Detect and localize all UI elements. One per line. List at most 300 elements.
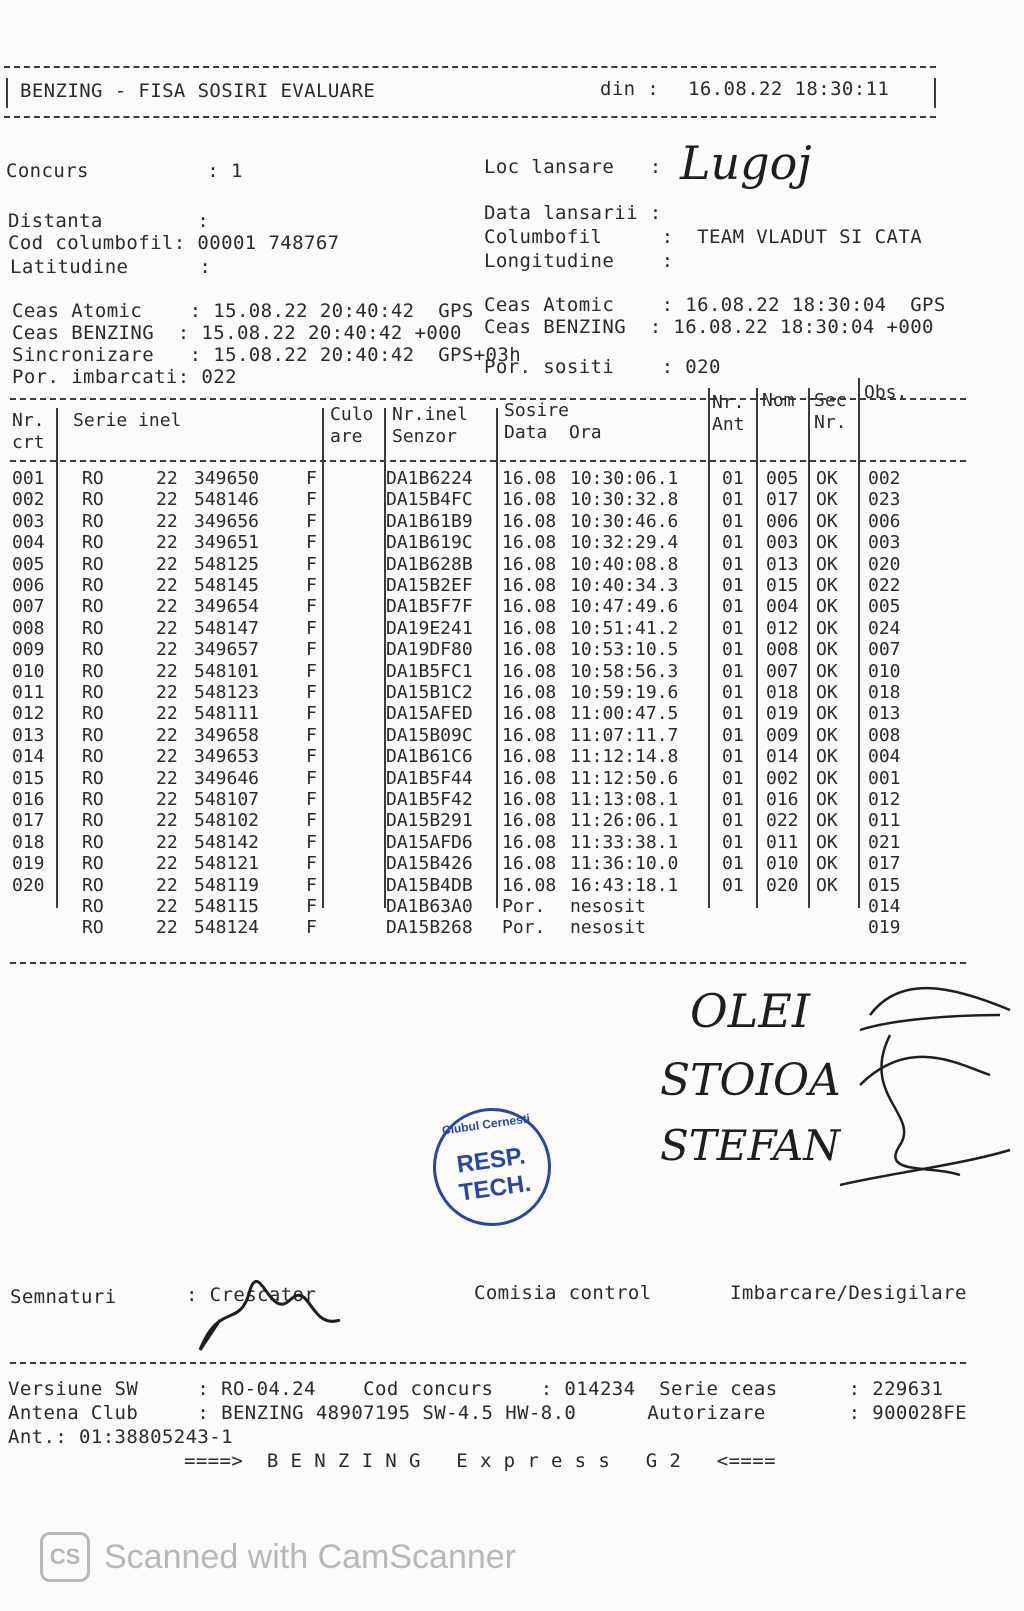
cell-nom: 016: [766, 789, 799, 810]
cod-columbofil-field: Cod columbofil: 00001 748767: [8, 232, 340, 254]
cell-date: 16.08: [502, 553, 557, 575]
table-row: [10, 661, 970, 683]
cell-year: 22: [156, 789, 178, 810]
cell-obs: 020: [868, 553, 901, 575]
cell-nom: 015: [766, 575, 799, 596]
cell-time: 10:47:49.6: [570, 596, 679, 618]
cell-obs: 019: [868, 917, 901, 939]
cell-nr: 008: [12, 617, 45, 639]
cell-sex: F: [306, 767, 317, 789]
cell-obs: 018: [868, 682, 901, 703]
cell-sex: F: [306, 853, 317, 875]
cell-year: 22: [156, 575, 178, 596]
imbarcare-label: Imbarcare/Desigilare: [730, 1282, 967, 1304]
ceas-benzing-start: Ceas BENZING : 15.08.22 20:40:42 +000: [12, 322, 462, 344]
cell-sensor: DA1B5F7F: [386, 596, 473, 618]
cell-country: RO: [82, 596, 104, 618]
cell-nr: 005: [12, 553, 45, 575]
cell-nom: 013: [766, 553, 799, 575]
cell-nr: 002: [12, 489, 45, 511]
cell-sensor: DA15B09C: [386, 724, 473, 746]
loc-lansare-field: Loc lansare :: [484, 156, 662, 178]
semnaturi-label: Semnaturi: [10, 1286, 117, 1308]
cell-nom: 003: [766, 532, 799, 554]
cell-year: 22: [156, 703, 178, 725]
cell-sex: F: [306, 789, 317, 810]
cell-country: RO: [82, 724, 104, 746]
cell-sex: F: [306, 532, 317, 554]
cell-sex: F: [306, 468, 317, 489]
cell-date: 16.08: [502, 596, 557, 618]
table-row: [10, 725, 970, 747]
cell-nom: 012: [766, 617, 799, 639]
table-row: [10, 768, 970, 790]
cell-year: 22: [156, 917, 178, 939]
cell-obs: 007: [868, 639, 901, 661]
table-row: [10, 875, 970, 897]
cell-nr: 019: [12, 853, 45, 875]
cell-ant: 01: [722, 810, 744, 832]
ceas-benzing-end: Ceas BENZING : 16.08.22 18:30:04 +000: [484, 316, 934, 338]
cell-sensor: DA15B426: [386, 853, 473, 875]
cell-sensor: DA15AFD6: [386, 831, 473, 853]
cell-nr: 001: [12, 468, 45, 489]
cell-date: 16.08: [502, 810, 557, 832]
crescator-label: : Crescator: [186, 1284, 317, 1306]
table-row: [10, 682, 970, 704]
cell-ring: 349654: [194, 596, 260, 618]
cell-obs: 011: [868, 810, 901, 832]
cell-sensor: DA1B619C: [386, 532, 473, 554]
cell-nr: 014: [12, 746, 45, 768]
cell-sec: OK: [816, 682, 838, 703]
cell-ring: 548147: [194, 617, 260, 639]
cell-country: RO: [82, 746, 104, 768]
cell-sex: F: [306, 724, 317, 746]
cell-time: 10:59:19.6: [570, 682, 679, 703]
table-row: [10, 618, 970, 640]
cell-year: 22: [156, 831, 178, 853]
cell-ant: 01: [722, 724, 744, 746]
cell-time: 10:30:46.6: [570, 510, 679, 532]
col-nom-header: Nom: [762, 390, 795, 411]
cell-year: 22: [156, 874, 178, 896]
cell-nom: 022: [766, 810, 799, 832]
cell-sensor: DA1B5FC1: [386, 660, 473, 682]
cell-ant: 01: [722, 489, 744, 511]
cell-obs: 008: [868, 724, 901, 746]
table-row: [10, 853, 970, 875]
cell-sec: OK: [816, 703, 838, 725]
cell-obs: 021: [868, 831, 901, 853]
cell-obs: 002: [868, 468, 901, 489]
cell-sex: F: [306, 874, 317, 896]
table-row: [10, 639, 970, 661]
table-row: [10, 596, 970, 618]
cell-sex: F: [306, 617, 317, 639]
ceas-atomic-start: Ceas Atomic : 15.08.22 20:40:42 GPS: [12, 300, 474, 322]
cell-sec: OK: [816, 660, 838, 682]
cell-ant: 01: [722, 617, 744, 639]
cell-time: 11:07:11.7: [570, 724, 679, 746]
cell-date: Por.: [502, 896, 546, 917]
cell-ring: 548111: [194, 703, 260, 725]
cell-nr: 018: [12, 831, 45, 853]
antena-line: Antena Club : BENZING 48907195 SW-4.5 HW-8.0 Autorizare : 900028FE: [8, 1402, 967, 1424]
col-sosire-header-2: Data Ora: [504, 422, 602, 443]
cell-year: 22: [156, 510, 178, 532]
cell-time: 10:51:41.2: [570, 617, 679, 639]
cell-date: 16.08: [502, 682, 557, 703]
table-row: [10, 575, 970, 597]
cell-country: RO: [82, 489, 104, 511]
cell-time: 11:12:50.6: [570, 767, 679, 789]
cell-sensor: DA1B63A0: [386, 896, 473, 917]
cell-time: 11:13:08.1: [570, 789, 679, 810]
cell-country: RO: [82, 853, 104, 875]
signature-scribble-3: [840, 1150, 1010, 1185]
cell-time: 10:30:06.1: [570, 468, 679, 489]
ant-line: Ant.: 01:38805243-1: [8, 1426, 233, 1448]
cell-nom: 020: [766, 874, 799, 896]
table-header-rule: [10, 460, 966, 462]
distanta-field: Distanta :: [8, 210, 210, 232]
cell-sec: OK: [816, 831, 838, 853]
stamp-ring-text: Clubul Cernesti: [441, 1111, 531, 1138]
cell-time: 10:40:34.3: [570, 575, 679, 596]
concurs-field: Concurs : 1: [6, 160, 243, 182]
cell-date: 16.08: [502, 489, 557, 511]
cell-year: 22: [156, 617, 178, 639]
report-title: BENZING - FISA SOSIRI EVALUARE: [20, 80, 376, 102]
cell-country: RO: [82, 532, 104, 554]
cell-ant: 01: [722, 703, 744, 725]
cell-sec: OK: [816, 639, 838, 661]
cell-time: nesosit: [570, 896, 646, 917]
cell-sex: F: [306, 660, 317, 682]
handwritten-name-3: STEFAN: [660, 1121, 841, 1170]
cell-ring: 548145: [194, 575, 260, 596]
cell-ring: 349653: [194, 746, 260, 768]
cell-country: RO: [82, 896, 104, 917]
comisia-label: Comisia control: [474, 1282, 652, 1304]
col-nr-inel-header-2: Senzor: [392, 426, 458, 447]
cell-nr: 007: [12, 596, 45, 618]
col-nr-ant-header-2: Ant: [712, 414, 745, 435]
cell-ant: 01: [722, 553, 744, 575]
cell-year: 22: [156, 553, 178, 575]
cell-sensor: DA1B61C6: [386, 746, 473, 768]
signature-scribble-1: [860, 988, 1010, 1030]
cell-ant: 01: [722, 874, 744, 896]
table-row: [10, 789, 970, 811]
cell-nr: 012: [12, 703, 45, 725]
cell-sex: F: [306, 489, 317, 511]
cell-country: RO: [82, 510, 104, 532]
cell-nr: 006: [12, 575, 45, 596]
cell-date: 16.08: [502, 575, 557, 596]
cell-sex: F: [306, 510, 317, 532]
cell-sec: OK: [816, 553, 838, 575]
signature-scribble-2: [860, 1035, 990, 1175]
col-nr-header-2: crt: [12, 432, 45, 453]
table-bottom-rule: [10, 962, 966, 964]
cell-date: 16.08: [502, 853, 557, 875]
cell-ring: 349646: [194, 767, 260, 789]
cell-year: 22: [156, 896, 178, 917]
cell-sex: F: [306, 682, 317, 703]
cell-sensor: DA15B268: [386, 917, 473, 939]
cell-obs: 024: [868, 617, 901, 639]
latitudine-field: Latitudine :: [10, 256, 212, 278]
cell-sex: F: [306, 810, 317, 832]
cell-date: 16.08: [502, 660, 557, 682]
cell-obs: 006: [868, 510, 901, 532]
table-row: [10, 468, 970, 490]
cell-ring: 349650: [194, 468, 260, 489]
col-sec-header-2: Nr.: [814, 412, 847, 433]
cell-country: RO: [82, 617, 104, 639]
cell-ring: 548115: [194, 896, 260, 917]
cell-sec: OK: [816, 468, 838, 489]
cell-date: Por.: [502, 917, 546, 939]
cell-nom: 019: [766, 703, 799, 725]
cell-country: RO: [82, 682, 104, 703]
cell-date: 16.08: [502, 874, 557, 896]
cell-sensor: DA15B4FC: [386, 489, 473, 511]
table-row: [10, 703, 970, 725]
cell-nom: 002: [766, 767, 799, 789]
handwritten-name-1: OLEI: [690, 984, 811, 1038]
cell-country: RO: [82, 810, 104, 832]
cell-year: 22: [156, 660, 178, 682]
cell-ant: 01: [722, 767, 744, 789]
cell-sec: OK: [816, 810, 838, 832]
cell-sensor: DA1B5F42: [386, 789, 473, 810]
cell-time: 10:40:08.8: [570, 553, 679, 575]
cell-ant: 01: [722, 510, 744, 532]
cell-year: 22: [156, 468, 178, 489]
cell-country: RO: [82, 703, 104, 725]
col-nr-header-1: Nr.: [12, 410, 45, 431]
cell-sex: F: [306, 575, 317, 596]
cell-nom: 017: [766, 489, 799, 511]
cell-ant: 01: [722, 853, 744, 875]
cell-sec: OK: [816, 510, 838, 532]
cell-ring: 349651: [194, 532, 260, 554]
cell-year: 22: [156, 724, 178, 746]
report-date-value: 16.08.22 18:30:11: [688, 78, 890, 100]
cell-nom: 011: [766, 831, 799, 853]
cell-nr: 010: [12, 660, 45, 682]
cell-ring: 548101: [194, 660, 260, 682]
cell-sensor: DA1B628B: [386, 553, 473, 575]
cell-time: 11:00:47.5: [570, 703, 679, 725]
cell-date: 16.08: [502, 746, 557, 768]
cell-sec: OK: [816, 724, 838, 746]
cell-sex: F: [306, 746, 317, 768]
cell-sex: F: [306, 553, 317, 575]
cell-sec: OK: [816, 596, 838, 618]
cell-sex: F: [306, 896, 317, 917]
cell-ring: 548125: [194, 553, 260, 575]
cell-time: 11:12:14.8: [570, 746, 679, 768]
cell-obs: 017: [868, 853, 901, 875]
club-stamp: [425, 1100, 558, 1233]
cell-ant: 01: [722, 639, 744, 661]
crescator-signature-stroke: [200, 1281, 340, 1350]
cell-date: 16.08: [502, 510, 557, 532]
scanner-text: Scanned with CamScanner: [104, 1537, 517, 1576]
cell-obs: 015: [868, 874, 901, 896]
cell-date: 16.08: [502, 703, 557, 725]
cell-year: 22: [156, 682, 178, 703]
cell-country: RO: [82, 575, 104, 596]
cell-date: 16.08: [502, 724, 557, 746]
longitudine-field: Longitudine :: [484, 250, 674, 272]
cell-date: 16.08: [502, 831, 557, 853]
cell-nr: 009: [12, 639, 45, 661]
stamp-main-text: [434, 1139, 553, 1210]
footer-rule: [10, 1362, 966, 1364]
cell-sensor: DA15B1C2: [386, 682, 473, 703]
cell-sec: OK: [816, 489, 838, 511]
cell-year: 22: [156, 746, 178, 768]
cell-sensor: DA15B4DB: [386, 874, 473, 896]
col-culoare-header-1: Culo: [330, 404, 374, 425]
cell-sec: OK: [816, 575, 838, 596]
table-row: [10, 554, 970, 576]
cell-ant: 01: [722, 660, 744, 682]
cell-time: 11:26:06.1: [570, 810, 679, 832]
col-nr-ant-header-1: Nr.: [712, 392, 745, 413]
cell-ring: 548107: [194, 789, 260, 810]
cell-year: 22: [156, 489, 178, 511]
header-bottom-rule: [4, 116, 936, 118]
cell-ant: 01: [722, 468, 744, 489]
data-lansarii-field: Data lansarii :: [484, 202, 662, 224]
cell-sex: F: [306, 831, 317, 853]
col-nr-inel-header-1: Nr.inel: [392, 404, 468, 425]
cell-ring: 548123: [194, 682, 260, 703]
cell-ant: 01: [722, 596, 744, 618]
header-left-bar: [6, 78, 8, 108]
cell-nr: 016: [12, 789, 45, 810]
scanner-watermark: [40, 1532, 516, 1582]
col-serie-inel-header: Serie inel: [73, 410, 182, 431]
versiune-line: Versiune SW : RO-04.24 Cod concurs : 014234 Serie ceas : 229631: [8, 1378, 944, 1400]
cell-year: 22: [156, 532, 178, 554]
header-right-bar: [934, 78, 936, 108]
cell-nr: 004: [12, 532, 45, 554]
cell-sensor: DA19DF80: [386, 639, 473, 661]
cell-obs: 010: [868, 660, 901, 682]
cell-ring: 548121: [194, 853, 260, 875]
cell-sec: OK: [816, 874, 838, 896]
loc-lansare-handwritten: Lugoj: [680, 136, 812, 190]
cell-date: 16.08: [502, 468, 557, 489]
por-sositi-field: Por. sositi : 020: [484, 356, 721, 378]
cell-date: 16.08: [502, 532, 557, 554]
col-culoare-header-2: are: [330, 426, 363, 447]
cell-time: 10:58:56.3: [570, 660, 679, 682]
cell-country: RO: [82, 639, 104, 661]
cell-ant: 01: [722, 789, 744, 810]
cell-nom: 014: [766, 746, 799, 768]
cell-time: nesosit: [570, 917, 646, 939]
cell-sec: OK: [816, 746, 838, 768]
cell-time: 16:43:18.1: [570, 874, 679, 896]
camscanner-icon: CS: [40, 1532, 90, 1582]
cell-nom: 018: [766, 682, 799, 703]
cell-time: 10:53:10.5: [570, 639, 679, 661]
cell-year: 22: [156, 853, 178, 875]
cell-obs: 013: [868, 703, 901, 725]
cell-nom: 008: [766, 639, 799, 661]
cell-ring: 548146: [194, 489, 260, 511]
cell-nr: 011: [12, 682, 45, 703]
cell-nom: 009: [766, 724, 799, 746]
cell-sensor: DA15B291: [386, 810, 473, 832]
cell-country: RO: [82, 874, 104, 896]
cell-ant: 01: [722, 831, 744, 853]
cell-ring: 548124: [194, 917, 260, 939]
cell-year: 22: [156, 596, 178, 618]
arrivals-table-body: [10, 468, 970, 958]
cell-obs: 023: [868, 489, 901, 511]
cell-sec: OK: [816, 853, 838, 875]
cell-ring: 349656: [194, 510, 260, 532]
cell-nom: 010: [766, 853, 799, 875]
report-date-label: din :: [600, 78, 660, 100]
express-line: ====> B E N Z I N G E x p r e s s G 2 <====: [184, 1450, 776, 1472]
cell-country: RO: [82, 468, 104, 489]
col-sosire-header-1: Sosire: [504, 400, 570, 421]
cell-sec: OK: [816, 767, 838, 789]
cell-nom: 005: [766, 468, 799, 489]
cell-ring: 548102: [194, 810, 260, 832]
cell-date: 16.08: [502, 767, 557, 789]
cell-country: RO: [82, 831, 104, 853]
cell-date: 16.08: [502, 639, 557, 661]
cell-nom: 006: [766, 510, 799, 532]
cell-sex: F: [306, 917, 317, 939]
cell-country: RO: [82, 660, 104, 682]
cell-obs: 012: [868, 789, 901, 810]
cell-obs: 014: [868, 896, 901, 917]
stamp-line-1: RESP.: [455, 1142, 528, 1179]
handwritten-signatures: [660, 975, 1020, 1215]
cell-nr: 020: [12, 874, 45, 896]
cell-obs: 003: [868, 532, 901, 554]
cell-nr: 013: [12, 724, 45, 746]
cell-year: 22: [156, 639, 178, 661]
table-row: [10, 489, 970, 511]
cell-ring: 349657: [194, 639, 260, 661]
cell-sec: OK: [816, 789, 838, 810]
cell-obs: 001: [868, 767, 901, 789]
cell-time: 11:36:10.0: [570, 853, 679, 875]
col-obs-header: Obs.: [864, 382, 908, 403]
cell-obs: 004: [868, 746, 901, 768]
cell-ant: 01: [722, 532, 744, 554]
cell-nr: 015: [12, 767, 45, 789]
cell-country: RO: [82, 789, 104, 810]
cell-sec: OK: [816, 532, 838, 554]
handwritten-name-2: STOIOA: [660, 1055, 841, 1106]
cell-obs: 022: [868, 575, 901, 596]
cell-nr: 003: [12, 510, 45, 532]
